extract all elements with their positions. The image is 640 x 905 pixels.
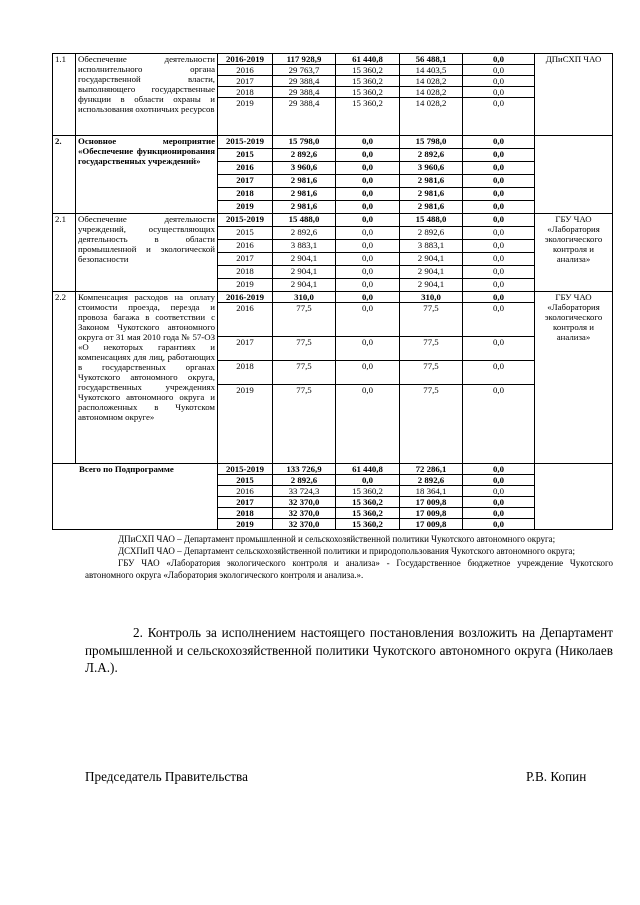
other-cell: 0,0: [463, 76, 535, 87]
regional-cell: 14 028,2: [400, 76, 463, 87]
total-cell: 310,0: [273, 292, 336, 303]
total-cell: 33 724,3: [273, 486, 336, 497]
total-cell: 2 892,6: [273, 475, 336, 486]
year-cell: 2017: [218, 337, 273, 361]
total-cell: 77,5: [273, 303, 336, 337]
year-cell: 2018: [218, 508, 273, 519]
table-row: [53, 54, 613, 65]
responsible-cell: [535, 464, 613, 530]
federal-cell: 0,0: [336, 266, 400, 279]
regional-cell: 3 883,1: [400, 240, 463, 253]
year-cell: 2015-2019: [218, 214, 273, 227]
abbreviations-notes: [85, 533, 613, 581]
year-cell: 2019: [218, 519, 273, 530]
federal-cell: 0,0: [336, 253, 400, 266]
year-cell: 2017: [218, 253, 273, 266]
regional-cell: 14 028,2: [400, 87, 463, 98]
total-cell: 29 388,4: [273, 87, 336, 98]
other-cell: 0,0: [463, 227, 535, 240]
total-label: Всего по Подпрограмме: [53, 464, 218, 530]
regional-cell: 56 488,1: [400, 54, 463, 65]
year-cell: 2016: [218, 240, 273, 253]
year-cell: 2017: [218, 76, 273, 87]
other-cell: 0,0: [463, 188, 535, 201]
year-cell: 2019: [218, 201, 273, 214]
year-cell: 2017: [218, 175, 273, 188]
regional-cell: 14 403,5: [400, 65, 463, 76]
federal-cell: 0,0: [336, 361, 400, 385]
federal-cell: 61 440,8: [336, 54, 400, 65]
federal-cell: 0,0: [336, 188, 400, 201]
total-cell: 3 960,6: [273, 162, 336, 175]
regional-cell: 77,5: [400, 337, 463, 361]
federal-cell: 0,0: [336, 240, 400, 253]
federal-cell: 15 360,2: [336, 486, 400, 497]
year-cell: 2017: [218, 497, 273, 508]
federal-cell: 15 360,2: [336, 98, 400, 136]
regional-cell: 77,5: [400, 303, 463, 337]
federal-cell: 0,0: [336, 136, 400, 149]
signature-position: Председатель Правительства: [85, 769, 248, 784]
year-cell: 2015: [218, 149, 273, 162]
federal-cell: 15 360,2: [336, 65, 400, 76]
item-title: Компенсация расходов на оплату стоимости проезда, перезда и провоза багажа в соответствии с Законом Чукотского автономного округа от 31 мая 2010 года № 57-ОЗ «О некоторых гарантиях и компенсациях для лиц, работающих в государственных органах Чукотского автономного округа, государственных учреждениях Чукотского автономного округа и расположенных в Чукотском автономном округе»: [76, 292, 218, 464]
federal-cell: 0,0: [336, 162, 400, 175]
other-cell: 0,0: [463, 149, 535, 162]
federal-cell: 0,0: [336, 279, 400, 292]
other-cell: 0,0: [463, 279, 535, 292]
federal-cell: 15 360,2: [336, 508, 400, 519]
total-cell: 15 798,0: [273, 136, 336, 149]
other-cell: 0,0: [463, 519, 535, 530]
total-cell: 133 726,9: [273, 464, 336, 475]
federal-cell: 0,0: [336, 201, 400, 214]
year-cell: 2018: [218, 87, 273, 98]
item-title: Обеспечение деятельности учреждений, осуществляющих деятельность в области промышленной и экологической безопасности: [76, 214, 218, 292]
control-paragraph: 2. Контроль за исполнением настоящего постановления возложить на Департамент промышленной и сельскохозяйственной политики Чукотского автономного округа (Николаев Л.А.).: [85, 625, 613, 675]
regional-cell: 3 960,6: [400, 162, 463, 175]
regional-cell: 17 009,8: [400, 497, 463, 508]
other-cell: 0,0: [463, 98, 535, 136]
other-cell: 0,0: [463, 385, 535, 464]
federal-cell: 0,0: [336, 175, 400, 188]
total-cell: 77,5: [273, 385, 336, 464]
item-number: 2.: [53, 136, 76, 214]
other-cell: 0,0: [463, 87, 535, 98]
total-cell: 77,5: [273, 337, 336, 361]
year-cell: 2016: [218, 486, 273, 497]
total-cell: 2 904,1: [273, 253, 336, 266]
other-cell: 0,0: [463, 201, 535, 214]
regional-cell: 15 488,0: [400, 214, 463, 227]
other-cell: 0,0: [463, 292, 535, 303]
total-cell: 32 370,0: [273, 508, 336, 519]
other-cell: 0,0: [463, 303, 535, 337]
year-cell: 2018: [218, 188, 273, 201]
regional-cell: 2 892,6: [400, 475, 463, 486]
other-cell: 0,0: [463, 162, 535, 175]
responsible-cell: ГБУ ЧАО «Лаборатория экологического контроля и анализа»: [535, 292, 613, 464]
total-cell: 2 981,6: [273, 201, 336, 214]
responsible-cell: [535, 136, 613, 214]
funding-table: [52, 53, 613, 530]
regional-cell: 15 798,0: [400, 136, 463, 149]
year-cell: 2016: [218, 303, 273, 337]
federal-cell: 0,0: [336, 292, 400, 303]
regional-cell: 72 286,1: [400, 464, 463, 475]
other-cell: 0,0: [463, 54, 535, 65]
other-cell: 0,0: [463, 240, 535, 253]
total-cell: 2 892,6: [273, 227, 336, 240]
regional-cell: 310,0: [400, 292, 463, 303]
note-item: ГБУ ЧАО «Лаборатория экологического контроля и анализа» - Государственное бюджетное учреждение Чукотского автономного округа «Лаборатория экологического контроля и анализа.».: [85, 558, 613, 580]
federal-cell: 0,0: [336, 337, 400, 361]
federal-cell: 61 440,8: [336, 464, 400, 475]
federal-cell: 15 360,2: [336, 497, 400, 508]
year-cell: 2015: [218, 227, 273, 240]
regional-cell: 77,5: [400, 361, 463, 385]
total-cell: 15 488,0: [273, 214, 336, 227]
year-cell: 2016: [218, 65, 273, 76]
total-cell: 2 981,6: [273, 175, 336, 188]
other-cell: 0,0: [463, 175, 535, 188]
table-row: [53, 214, 613, 227]
total-cell: 2 904,1: [273, 266, 336, 279]
signature-name: Р.В. Копин: [526, 769, 587, 784]
other-cell: 0,0: [463, 214, 535, 227]
year-cell: 2019: [218, 385, 273, 464]
total-cell: 29 763,7: [273, 65, 336, 76]
other-cell: 0,0: [463, 65, 535, 76]
total-cell: 2 904,1: [273, 279, 336, 292]
year-cell: 2015-2019: [218, 464, 273, 475]
regional-cell: 77,5: [400, 385, 463, 464]
table-row: [53, 292, 613, 303]
other-cell: 0,0: [463, 253, 535, 266]
table-row: [53, 464, 613, 475]
total-cell: 29 388,4: [273, 76, 336, 87]
year-cell: 2018: [218, 266, 273, 279]
regional-cell: 2 892,6: [400, 227, 463, 240]
regional-cell: 2 892,6: [400, 149, 463, 162]
year-cell: 2016: [218, 162, 273, 175]
other-cell: 0,0: [463, 497, 535, 508]
federal-cell: 15 360,2: [336, 87, 400, 98]
regional-cell: 17 009,8: [400, 508, 463, 519]
total-cell: 32 370,0: [273, 497, 336, 508]
regional-cell: 2 981,6: [400, 175, 463, 188]
federal-cell: 0,0: [336, 475, 400, 486]
federal-cell: 0,0: [336, 385, 400, 464]
other-cell: 0,0: [463, 475, 535, 486]
other-cell: 0,0: [463, 508, 535, 519]
federal-cell: 0,0: [336, 303, 400, 337]
total-cell: 29 388,4: [273, 98, 336, 136]
note-item: ДСХПиП ЧАО – Департамент сельскохозяйственной политики и природопользования Чукотского автономного округа;: [118, 546, 576, 556]
item-title: Основное мероприятие «Обеспечение функционирования государственных учреждений»: [76, 136, 218, 214]
federal-cell: 0,0: [336, 227, 400, 240]
item-number: 1.1: [53, 54, 76, 136]
other-cell: 0,0: [463, 266, 535, 279]
total-cell: 77,5: [273, 361, 336, 385]
year-cell: 2018: [218, 361, 273, 385]
federal-cell: 0,0: [336, 149, 400, 162]
federal-cell: 15 360,2: [336, 519, 400, 530]
other-cell: 0,0: [463, 361, 535, 385]
regional-cell: 14 028,2: [400, 98, 463, 136]
item-number: 2.1: [53, 214, 76, 292]
total-cell: 117 928,9: [273, 54, 336, 65]
year-cell: 2016-2019: [218, 292, 273, 303]
year-cell: 2015-2019: [218, 136, 273, 149]
regional-cell: 2 981,6: [400, 201, 463, 214]
regional-cell: 2 904,1: [400, 253, 463, 266]
regional-cell: 18 364,1: [400, 486, 463, 497]
year-cell: 2015: [218, 475, 273, 486]
year-cell: 2016-2019: [218, 54, 273, 65]
regional-cell: 2 904,1: [400, 279, 463, 292]
other-cell: 0,0: [463, 464, 535, 475]
item-title: Обеспечение деятельности исполнительного органа государственной власти, выполняющего государственные функции в области охраны и использования охотничьих ресурсов: [76, 54, 218, 136]
total-cell: 2 892,6: [273, 149, 336, 162]
responsible-cell: ДПиСХП ЧАО: [535, 54, 613, 136]
other-cell: 0,0: [463, 337, 535, 361]
year-cell: 2019: [218, 98, 273, 136]
total-cell: 2 981,6: [273, 188, 336, 201]
note-item: ДПиСХП ЧАО – Департамент промышленной и сельскохозяйственной политики Чукотского автономного округа;: [118, 534, 556, 544]
item-number: 2.2: [53, 292, 76, 464]
regional-cell: 2 904,1: [400, 266, 463, 279]
table-row: [53, 136, 613, 149]
total-cell: 32 370,0: [273, 519, 336, 530]
responsible-cell: ГБУ ЧАО «Лаборатория экологического контроля и анализа»: [535, 214, 613, 292]
year-cell: 2019: [218, 279, 273, 292]
regional-cell: 2 981,6: [400, 188, 463, 201]
federal-cell: 0,0: [336, 214, 400, 227]
other-cell: 0,0: [463, 486, 535, 497]
regional-cell: 17 009,8: [400, 519, 463, 530]
total-cell: 3 883,1: [273, 240, 336, 253]
federal-cell: 15 360,2: [336, 76, 400, 87]
other-cell: 0,0: [463, 136, 535, 149]
